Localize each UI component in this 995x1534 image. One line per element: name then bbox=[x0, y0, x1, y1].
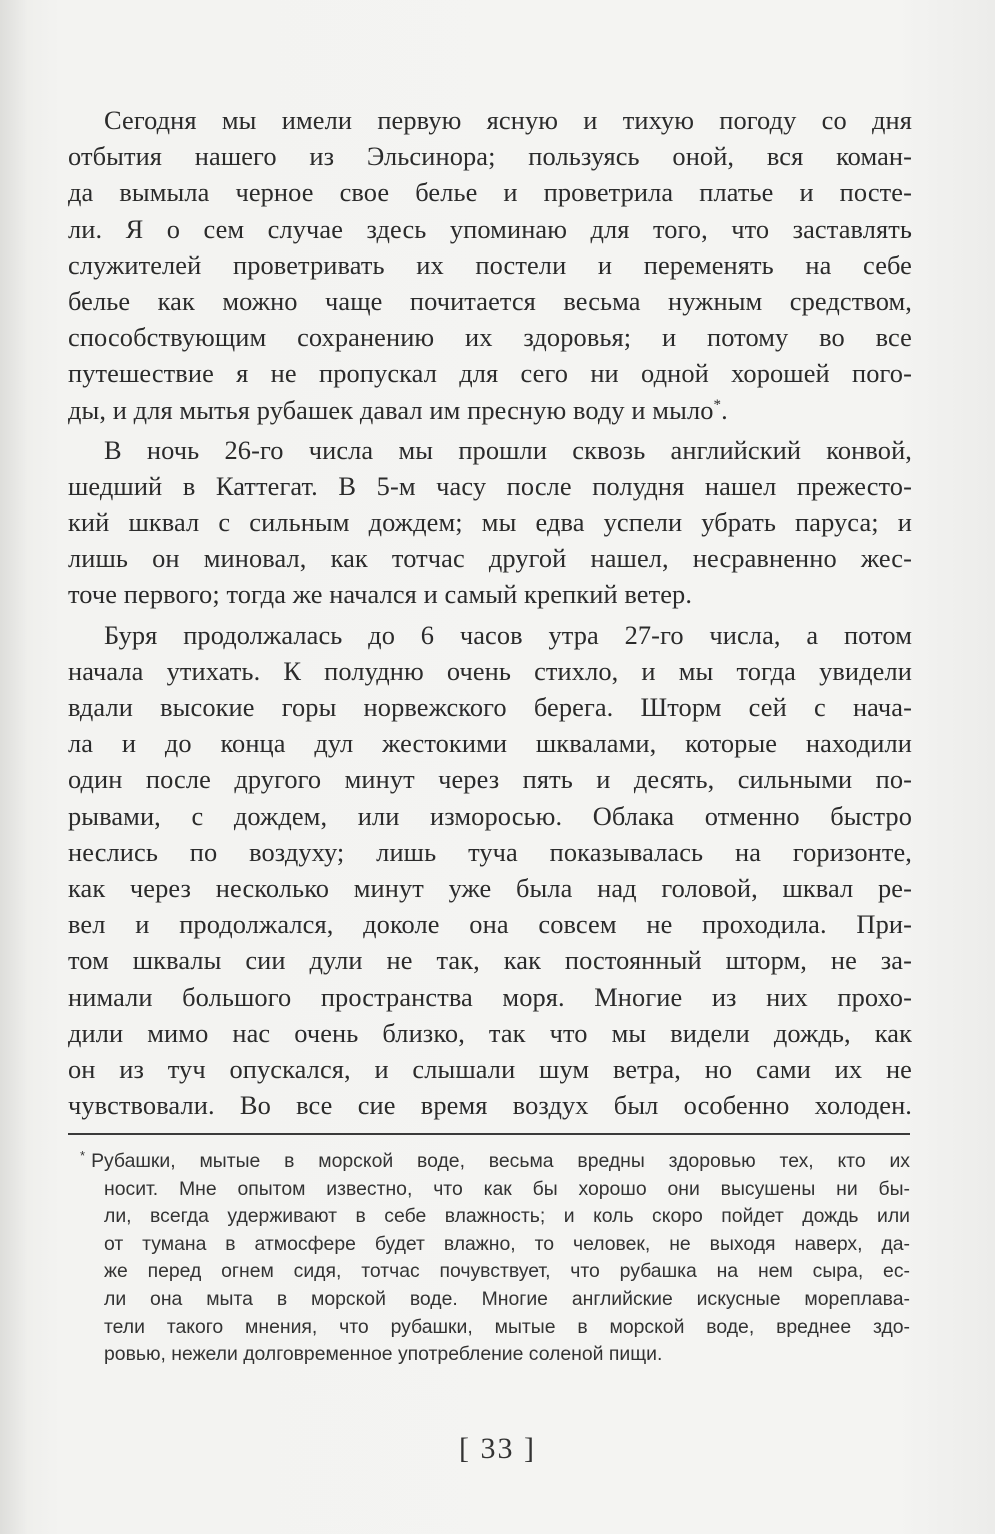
text-line: белье как можно чаще почитается весьма нужным средством, bbox=[68, 285, 912, 316]
text-line: как через несколько минут уже была над головой, шквал ре- bbox=[68, 872, 912, 903]
footnote-line-content: Рубашки, мытые в морской воде, весьма вредны здоровью тех, кто их bbox=[91, 1150, 910, 1172]
paragraph-1 bbox=[68, 102, 912, 428]
footnote bbox=[80, 1148, 910, 1369]
text-line: вел и продолжался, доколе она совсем не проходила. При- bbox=[68, 909, 912, 940]
text-line: ды, и для мытья рубашек давал им пресную воду и мыло*. bbox=[68, 394, 728, 425]
text-line: один после другого минут через пять и десять, сильными по- bbox=[68, 764, 912, 795]
text-line: дили мимо нас очень близко, так что мы видели дождь, как bbox=[68, 1017, 912, 1048]
text-line: чувствовали. Во все сие время воздух был особенно холоден. bbox=[68, 1090, 912, 1121]
text-line: служителей проветривать их постели и переменять на себе bbox=[68, 249, 912, 280]
text-line: вдали высокие горы норвежского берега. Шторм сей с нача- bbox=[68, 692, 912, 722]
footnote-line: ровью, нежели долговременное употребление соленой пищи. bbox=[104, 1343, 663, 1366]
text-line: точе первого; тогда же начался и самый крепкий ветер. bbox=[68, 579, 693, 610]
footnote-line: же перед огнем сидя, тотчас почувствует, что рубашка на нем сыра, ес- bbox=[104, 1260, 910, 1283]
paragraph-2 bbox=[68, 432, 912, 613]
text-line: рывами, с дождем, или изморосью. Облака отменно быстро bbox=[68, 800, 912, 831]
main-text bbox=[68, 102, 912, 1123]
text-line: ли. Я о сем случае здесь упоминаю для того, что заставлять bbox=[68, 213, 912, 244]
text-line: нимали большого пространства моря. Многие из них прохо- bbox=[68, 981, 912, 1012]
text-line: шедший в Каттегат. В 5-м часу после полудня нашел прежесто- bbox=[68, 470, 912, 501]
footnote-marker: * bbox=[80, 1147, 86, 1163]
text-line: ла и до конца дул жестокими шквалами, которые находили bbox=[68, 728, 912, 759]
page-number: [ 33 ] bbox=[459, 1432, 536, 1465]
text-line: том шквалы сии дули не так, как постоянный шторм, не за- bbox=[68, 945, 912, 976]
text-line: путешествие я не пропускал для сего ни одной хорошей пого- bbox=[68, 358, 912, 389]
footnote-line bbox=[80, 1148, 910, 1176]
text-line: неслись по воздуху; лишь туча показывалась на горизонте, bbox=[68, 836, 912, 867]
text-line: он из туч опускался, и слышали шум ветра, но сами их не bbox=[68, 1053, 912, 1084]
paragraph-3 bbox=[68, 617, 912, 1124]
text-line: отбытия нашего из Эльсинора; пользуясь оной, вся коман- bbox=[68, 141, 912, 172]
text-line: В ночь 26-го числа мы прошли сквозь английский конвой, bbox=[104, 434, 912, 465]
text-line: Сегодня мы имели первую ясную и тихую погоду со дня bbox=[104, 105, 912, 135]
text-line-content: ды, и для мытья рубашек давал им пресную воду и мыло bbox=[68, 394, 714, 425]
gutter-shadow bbox=[0, 0, 28, 1534]
footnote-line: носит. Мне опытом известно, что как бы хорошо они высушены ни бы- bbox=[104, 1177, 910, 1200]
text-line: кий шквал с сильным дождем; мы едва успели убрать паруса; и bbox=[68, 507, 912, 538]
text-line: да вымыла черное свое белье и проветрила платье и посте- bbox=[68, 177, 912, 208]
text-line: способствующим сохранению их здоровья; и потому во все bbox=[68, 322, 912, 353]
footnote-line: тели такого мнения, что рубашки, мытые в морской воде, вреднее здо- bbox=[104, 1315, 910, 1338]
text-line: Буря продолжалась до 6 часов утра 27-го числа, а потом bbox=[104, 619, 912, 650]
text-line: начала утихать. К полудню очень стихло, и мы тогда увидели bbox=[68, 655, 912, 686]
footnote-line: ли она мыта в морской воде. Многие английские искусные мореплава- bbox=[104, 1287, 910, 1310]
footnote-line: ли, всегда удерживают в себе влажность; и коль скоро пойдет дождь или bbox=[104, 1205, 910, 1228]
footnote-divider bbox=[68, 1133, 910, 1135]
text-line: лишь он миновал, как тотчас другой нашел, несравненно жес- bbox=[68, 543, 912, 574]
footnote-line: от тумана в атмосфере будет влажно, то человек, не выходя наверх, да- bbox=[104, 1232, 910, 1255]
footnote-reference: * bbox=[713, 396, 722, 413]
